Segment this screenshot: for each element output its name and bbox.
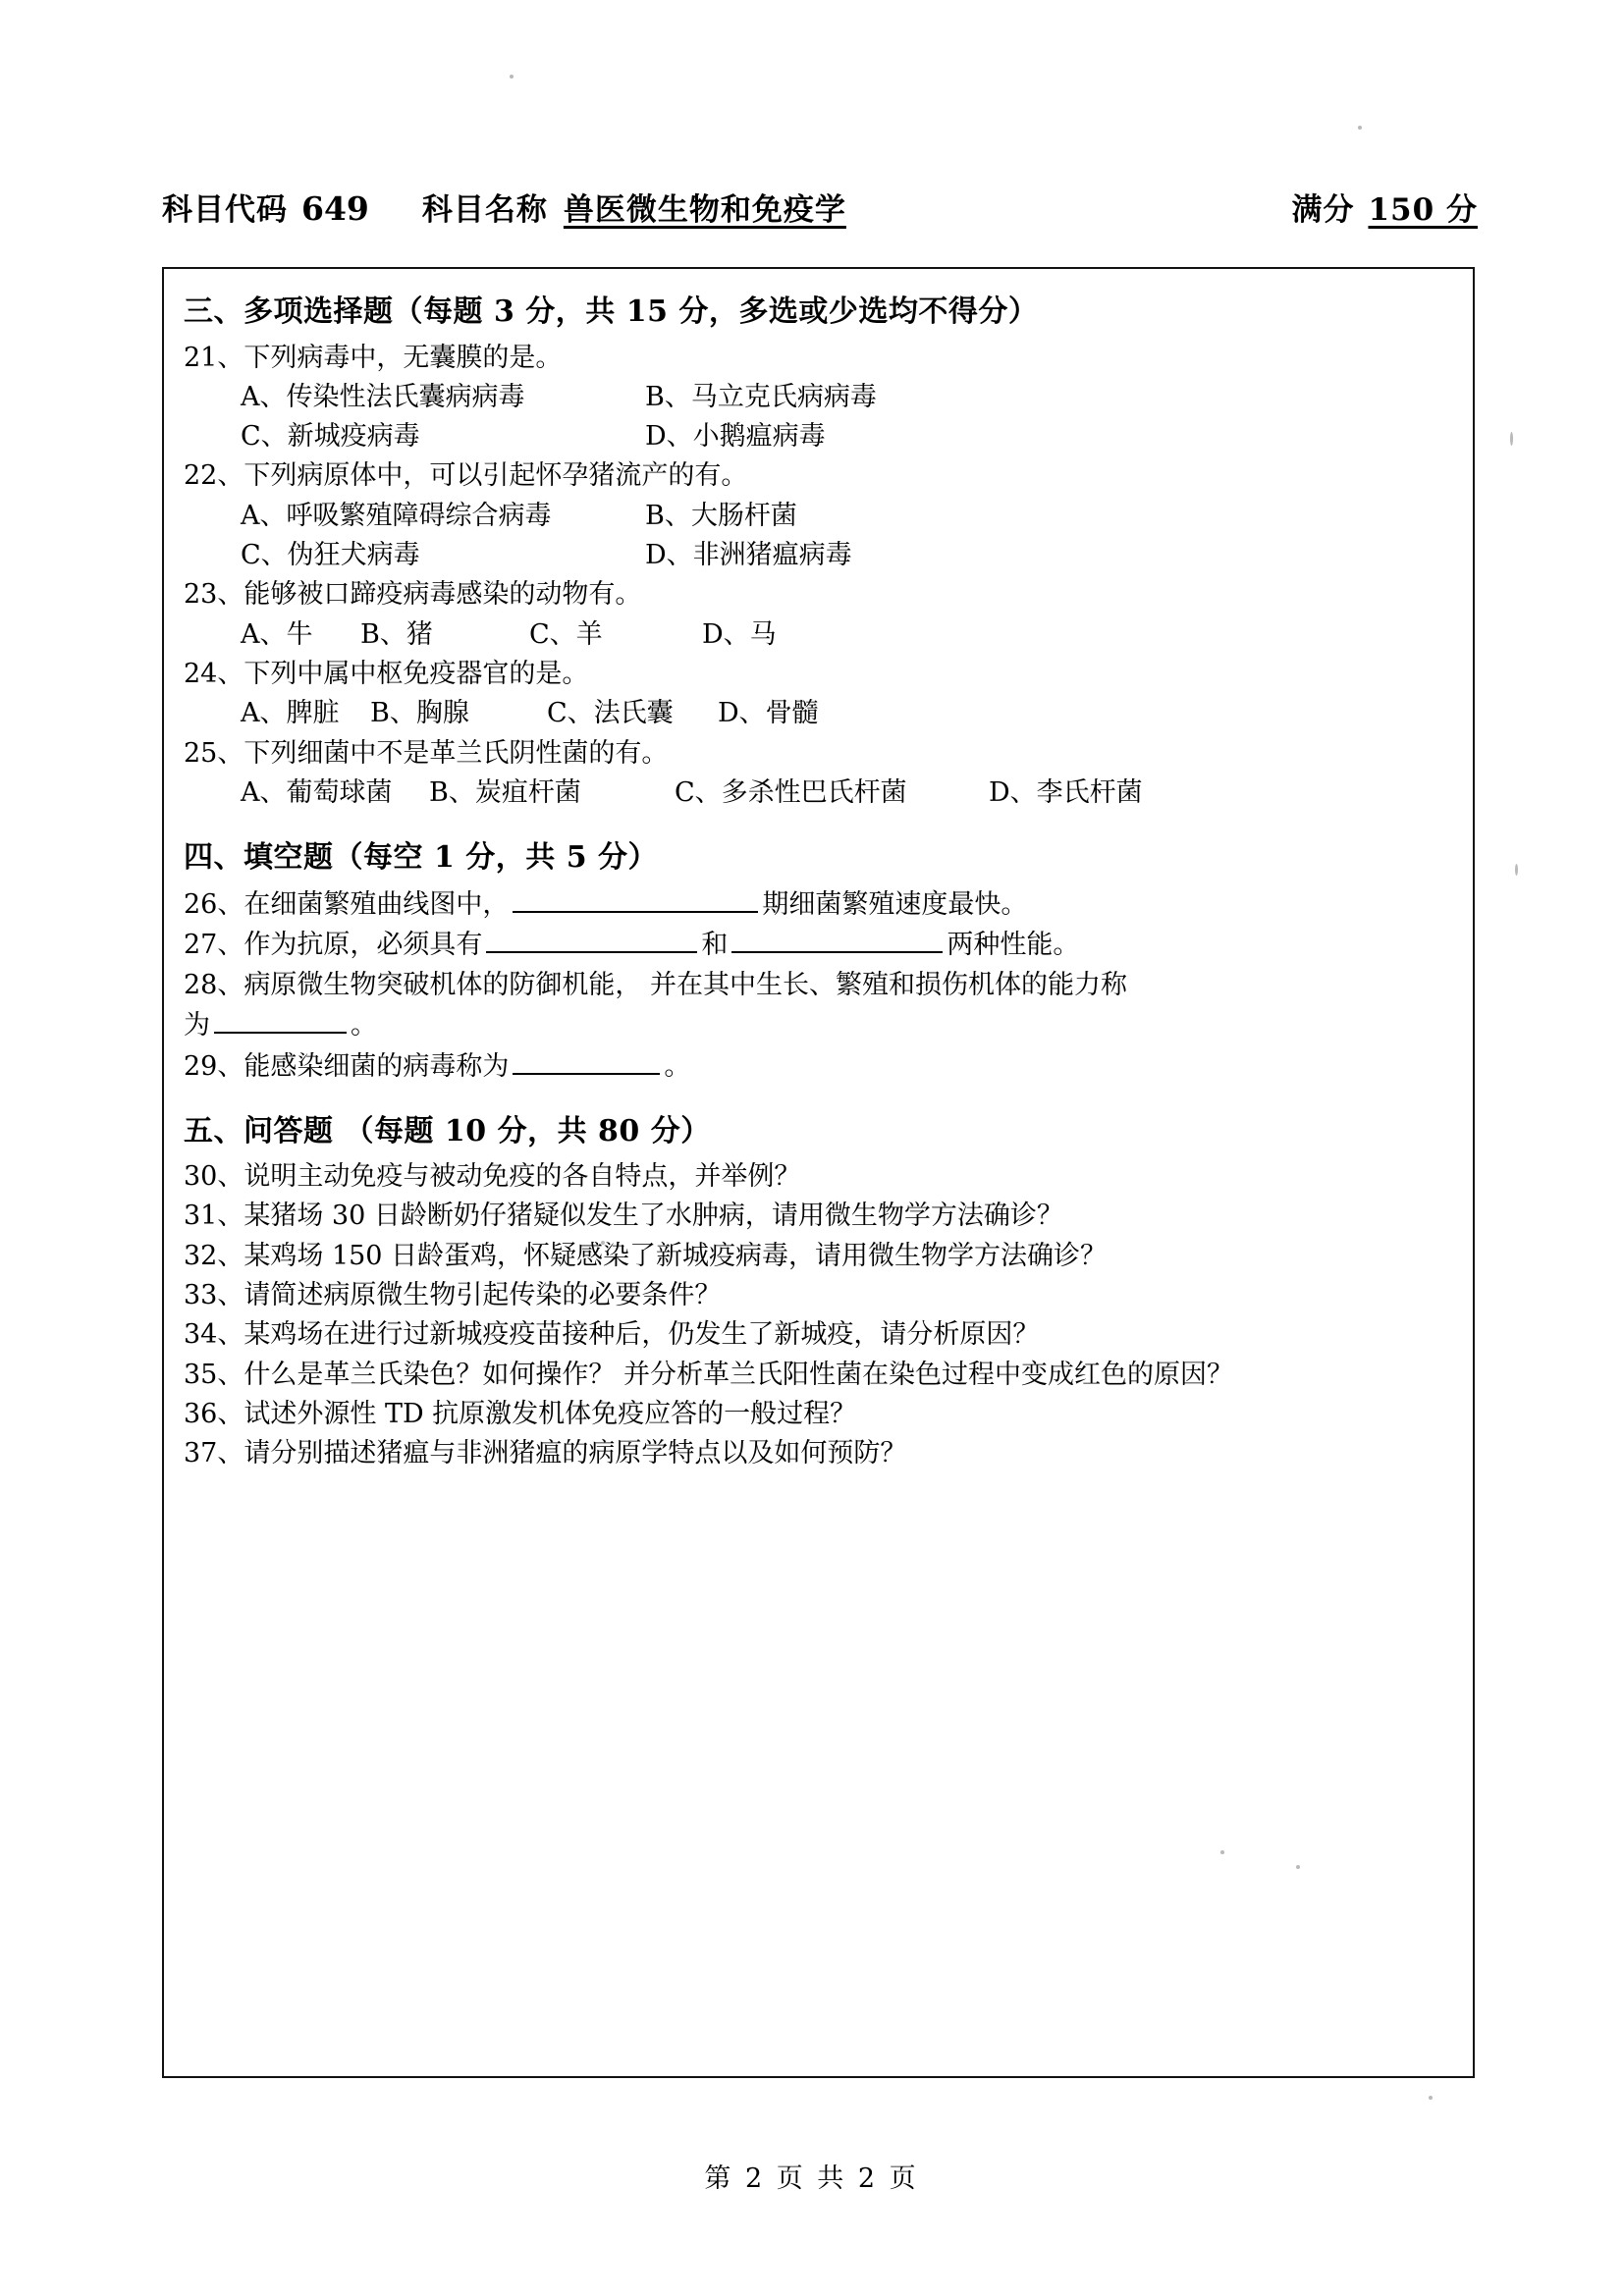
question-24-stem [184,655,1455,694]
question-30-number: 30、 [184,1161,244,1193]
question-34 [184,1315,1455,1355]
scan-speck [1429,2096,1433,2100]
exam-content-inner [184,283,1455,1474]
question-25-options-row [184,774,1455,813]
question-24-option-c[interactable]: C、法氏囊 [547,698,674,729]
question-29-blank-1[interactable] [513,1073,660,1075]
question-22-stem [184,456,1455,496]
question-24-text: 下列中属中枢免疫器官的是。 [243,659,589,690]
question-27-text-part1: 作为抗原，必须具有 [243,930,483,961]
question-23-number: 23、 [184,579,244,611]
question-26 [184,884,1455,925]
section-heading-multiple-choice: 三、多项选择题（每题 3 分，共 15 分，多选或少选均不得分） [184,294,1039,329]
question-23-text: 能够被口蹄疫病毒感染的动物有。 [243,579,642,611]
section-heading-fill-in-blank: 四、填空题（每空 1 分，共 5 分） [184,840,659,876]
subject-name-label: 科目名称 [421,192,548,228]
question-28 [184,965,1455,1005]
question-36 [184,1395,1455,1434]
question-22-option-b[interactable]: B、大肠杆菌 [645,500,797,531]
question-33-number: 33、 [184,1280,244,1311]
full-score-label: 满分 [1291,192,1355,228]
question-22-option-a[interactable]: A、呼吸繁殖障碍综合病毒 [241,500,552,531]
question-22-options-row-2 [184,536,1455,575]
question-26-text-part1: 在细菌繁殖曲线图中， [243,888,510,920]
scan-speck [1358,126,1362,130]
question-24-number: 24、 [184,659,244,690]
question-28-number: 28、 [184,970,244,1001]
question-22-text: 下列病原体中，可以引起怀孕猪流产的有。 [243,460,748,492]
question-30 [184,1157,1455,1197]
question-23-option-a[interactable]: A、牛 [241,618,313,650]
question-34-text: 某鸡场在进行过新城疫疫苗接种后，仍发生了新城疫，请分析原因？ [243,1319,1040,1351]
question-25-option-c[interactable]: C、多杀性巴氏杆菌 [675,777,907,809]
scan-speck [510,75,514,79]
question-25-option-a[interactable]: A、葡萄球菌 [241,777,393,809]
question-25-option-b[interactable]: B、炭疽杆菌 [429,777,581,809]
question-25-stem [184,734,1455,774]
question-33-text: 请简述病原微生物引起传染的必要条件？ [243,1280,722,1311]
question-23-stem [184,575,1455,614]
question-31-number: 31、 [184,1201,244,1232]
question-21-text: 下列病毒中，无囊膜的是。 [243,342,563,373]
question-37 [184,1434,1455,1473]
question-26-text-part2: 期细菌繁殖速度最快。 [762,888,1028,920]
exam-header [162,185,1478,230]
question-21-options-row-1 [184,378,1455,417]
question-22-number: 22、 [184,460,244,492]
question-23-options-row [184,615,1455,655]
question-29-text-part2: 。 [664,1050,691,1082]
question-21-option-d[interactable]: D、小鹅瘟病毒 [645,421,826,453]
question-28-line2 [184,1005,1455,1045]
question-27-text-part2: 和 [701,930,729,961]
question-22-option-d[interactable]: D、非洲猪瘟病毒 [645,540,852,571]
scan-speck [1515,864,1518,876]
question-24-option-a[interactable]: A、脾脏 [241,698,340,729]
question-29-number: 29、 [184,1050,244,1082]
question-21-number: 21、 [184,342,244,373]
scan-speck [1510,432,1513,446]
question-24-option-b[interactable]: B、胸腺 [370,698,469,729]
question-30-text: 说明主动免疫与被动免疫的各自特点，并举例？ [243,1161,801,1193]
question-27-text-part3: 两种性能。 [947,930,1080,961]
subject-name-value: 兽医微生物和免疫学 [563,192,846,228]
question-21-option-c[interactable]: C、新城疫病毒 [241,421,420,453]
question-21-option-b[interactable]: B、马立克氏病病毒 [645,381,877,412]
question-21-option-a[interactable]: A、传染性法氏囊病病毒 [241,381,525,412]
question-22-options-row-1 [184,497,1455,536]
subject-code-value: 649 [301,189,369,228]
question-35 [184,1356,1455,1395]
question-24-options-row [184,694,1455,733]
exam-content-box [162,267,1475,2078]
question-32 [184,1237,1455,1276]
question-27-blank-2[interactable] [731,951,943,953]
question-21-stem [184,339,1455,378]
question-24-option-d[interactable]: D、骨髓 [718,698,819,729]
question-27-blank-1[interactable] [486,951,697,953]
question-27-number: 27、 [184,930,244,961]
question-34-number: 34、 [184,1319,244,1351]
question-23-option-b[interactable]: B、猪 [360,618,433,650]
question-26-blank-1[interactable] [513,911,758,913]
question-29 [184,1046,1455,1087]
question-32-number: 32、 [184,1240,244,1271]
question-35-number: 35、 [184,1359,244,1390]
subject-code-label: 科目代码 [162,192,288,228]
question-37-number: 37、 [184,1438,244,1469]
question-22-option-c[interactable]: C、伪狂犬病毒 [241,540,420,571]
question-28-blank-1[interactable] [214,1032,347,1034]
question-32-text: 某鸡场 150 日龄蛋鸡，怀疑感染了新城疫病毒，请用微生物学方法确诊？ [243,1240,1108,1271]
question-21-options-row-2 [184,417,1455,456]
question-36-text: 试述外源性 TD 抗原激发机体免疫应答的一般过程？ [243,1399,857,1430]
question-25-number: 25、 [184,737,244,769]
page-footer [0,2157,1623,2195]
question-33 [184,1276,1455,1315]
question-28-text-part2: 为 [184,1010,210,1041]
question-28-text-part1: 病原微生物突破机体的防御机能， 并在其中生长、繁殖和损伤机体的能力称 [243,970,1127,1001]
question-31 [184,1197,1455,1236]
question-37-text: 请分别描述猪瘟与非洲猪瘟的病原学特点以及如何预防？ [243,1438,907,1469]
page-number-text: 第 2 页 共 2 页 [704,2163,919,2194]
question-35-text: 什么是革兰氏染色？如何操作？ 并分析革兰氏阳性菌在染色过程中变成红色的原因？ [243,1359,1233,1390]
question-28-text-part3: 。 [351,1010,377,1041]
section-heading-essay: 五、问答题 （每题 10 分，共 80 分） [184,1113,711,1148]
question-29-text-part1: 能感染细菌的病毒称为 [243,1050,510,1082]
question-23-option-d[interactable]: D、马 [702,618,777,650]
question-25-text: 下列细菌中不是革兰氏阴性菌的有。 [243,737,669,769]
question-36-number: 36、 [184,1399,244,1430]
question-26-number: 26、 [184,888,244,920]
question-31-text: 某猪场 30 日龄断奶仔猪疑似发生了水肿病，请用微生物学方法确诊？ [243,1201,1063,1232]
question-23-option-c[interactable]: C、羊 [529,618,603,650]
question-25-option-d[interactable]: D、李氏杆菌 [989,777,1143,809]
full-score-value: 150 分 [1368,192,1478,228]
question-27 [184,925,1455,965]
